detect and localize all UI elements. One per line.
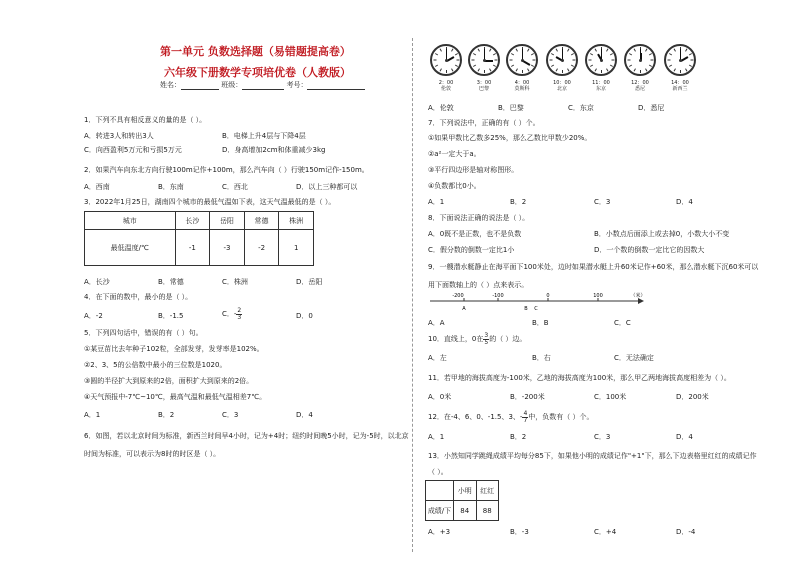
q13-td: 成绩/下 (426, 501, 454, 521)
q7-statement-4: ④负数都比0小。 (428, 182, 481, 190)
q12-option-c: C．3 (594, 433, 611, 441)
clock-tick (612, 60, 615, 61)
clock-time: 11：00 (592, 80, 610, 86)
id-field[interactable] (307, 82, 365, 90)
clock-center (521, 59, 524, 62)
q9-stem-line1: 9．一艘潜水艇静止在海平面下100米处，边时如果潜水艇上升60米记作+60米，那么潜水艇下沉60米可以 (428, 263, 759, 271)
clock-tick (649, 65, 652, 67)
q5-statement-1: ①某豆苗比去年种子102粒，全部发芽，发芽率是102%。 (84, 345, 264, 353)
clock-face (468, 44, 500, 76)
clock-tick (640, 70, 641, 73)
clock-face (585, 44, 617, 76)
clock-tick (571, 65, 574, 67)
clock-tick (606, 48, 608, 51)
clock-time: 14：00 (671, 80, 689, 86)
q5-statement-4: ④天气预报中-7℃~10℃，最高气温和最低气温相差7℃。 (84, 393, 267, 401)
class-field[interactable] (242, 82, 284, 90)
clock-tick (455, 53, 458, 55)
q9-tick-label: 100 (593, 293, 603, 299)
q9-unit: （米） (630, 293, 646, 299)
clock-tick (510, 60, 513, 61)
clock-tick (691, 60, 694, 61)
q2-option-a: A．西南 (84, 183, 110, 191)
clock-time: 3：00 (476, 80, 492, 86)
q9-tick-label: -200 (452, 293, 464, 299)
q12-option-a: A．1 (428, 433, 445, 441)
clock-caption (620, 80, 660, 92)
clock-tick (634, 48, 636, 51)
q3-td: -3 (210, 230, 245, 266)
clock-tick (668, 60, 671, 61)
clock-tick (516, 48, 518, 51)
hour-hand (485, 60, 493, 62)
clock-caption (464, 80, 504, 92)
clock-tick (440, 48, 442, 51)
q1-option-b: B．电梯上升4层与下降4层 (222, 132, 306, 140)
q11-option-d: D．200米 (676, 393, 709, 401)
clock-tick (435, 53, 438, 55)
clock-tick (478, 48, 480, 51)
q1-option-a: A．转进3人和转出3人 (84, 132, 154, 140)
q3-td: -2 (244, 230, 279, 266)
q5-option-a: A．1 (84, 411, 101, 419)
clock-tick (451, 48, 453, 51)
clock-tick (455, 65, 458, 67)
q3-option-a: A．长沙 (84, 278, 110, 286)
clock-tick (595, 48, 597, 51)
q6-option-d: D．悉尼 (638, 104, 665, 112)
q12-fraction: $\frac{4}{7}$ (523, 409, 528, 424)
q7-option-a: A．1 (428, 198, 445, 206)
q3-th: 城市 (85, 212, 176, 230)
clock-city: 新西兰 (672, 86, 688, 92)
clock-tick (685, 68, 687, 71)
clock-tick (434, 60, 437, 61)
clock-center (639, 59, 642, 62)
q5-statement-2: ②2、3、5的公倍数中最小的三位数是1020。 (84, 361, 227, 369)
q5-option-d: D．4 (296, 411, 313, 419)
q2-option-d: D．以上三种都可以 (296, 183, 358, 191)
q7-statement-2: ②a²一定大于a。 (428, 150, 481, 158)
q4-option-d: D．0 (296, 312, 313, 320)
fold-line (412, 38, 413, 552)
clock-center (483, 59, 486, 62)
clock-tick (493, 53, 496, 55)
q2-option-b: B．东南 (158, 183, 184, 191)
q3-th: 常德 (244, 212, 279, 230)
clock-tick (457, 60, 460, 61)
q7-option-d: D．4 (676, 198, 693, 206)
clock-tick (629, 53, 632, 55)
clock-face (430, 44, 462, 76)
q3-th: 岳阳 (210, 212, 245, 230)
clock-time: 2：00 (438, 80, 454, 86)
q10-option-b: B．右 (532, 354, 551, 362)
q4-option-b: B．-1.5 (158, 312, 184, 320)
q1-option-c: C．向西盈利5万元和亏损5万元 (84, 146, 182, 154)
title-grade: 六年级下册数学专项培优卷（人教版） (164, 66, 351, 79)
q11-option-c: C．100米 (594, 393, 627, 401)
clock-tick (571, 53, 574, 55)
q3-th: 长沙 (175, 212, 210, 230)
clock-tick (478, 68, 480, 71)
q11-option-a: A．0米 (428, 393, 452, 401)
clock-caption (426, 80, 466, 92)
clock-tick (649, 53, 652, 55)
q9-point-b: B (524, 306, 528, 312)
q10-fraction: $\frac{3}{5}$ (484, 331, 489, 346)
q10-stem: 10．直线上，0在 $\frac{3}{5}$ 的（ ）边。 (428, 331, 527, 346)
q3-option-c: C．株洲 (222, 278, 248, 286)
clock-city: 伦敦 (440, 86, 451, 92)
clock-tick (551, 53, 554, 55)
clock-tick (669, 53, 672, 55)
clock-tick (610, 65, 613, 67)
clock-center (445, 59, 448, 62)
q3-temperature-table (84, 211, 314, 266)
clock-tick (628, 60, 631, 61)
clock-tick (556, 48, 558, 51)
clock-tick (590, 65, 593, 67)
q3-option-d: D．岳阳 (296, 278, 323, 286)
q7-option-b: B．2 (510, 198, 527, 206)
clock-tick (567, 48, 569, 51)
clock-tick (589, 60, 592, 61)
clock-tick (689, 53, 692, 55)
clock-tick (689, 65, 692, 67)
clock-tick (629, 65, 632, 67)
q2-stem: 2．如果汽车向东北方向行驶100m记作+100m，那么汽车向（ ）行驶150m记作-150m。 (84, 166, 369, 174)
clock-face (624, 44, 656, 76)
q13-score-table (425, 480, 499, 521)
clock-tick (511, 65, 514, 67)
q5-statement-3: ③圆的半径扩大到原来的2倍，面积扩大到原来的2倍。 (84, 377, 254, 385)
clock-tick (435, 65, 438, 67)
clock-tick (451, 68, 453, 71)
clock-center (679, 59, 682, 62)
clock-time: 12：00 (631, 80, 649, 86)
title-unit: 第一单元 负数选择题（易错题提高卷） (160, 45, 351, 58)
clock-tick (651, 60, 654, 61)
q7-statement-1: ①如果甲数比乙数多25%，那么乙数比甲数少20%。 (428, 134, 592, 142)
q3-td: 1 (279, 230, 314, 266)
clock-tick (484, 70, 485, 73)
q6-option-a: A．伦敦 (428, 104, 454, 112)
clock-tick (674, 48, 676, 51)
q8-option-d: D．一个数的倒数一定比它的因数大 (594, 246, 705, 254)
clock-face (546, 44, 578, 76)
clock-time: 4：00 (514, 80, 530, 86)
clock-city: 悉尼 (634, 86, 645, 92)
clock-tick (645, 68, 647, 71)
q6-stem-line2: 时间为标准，可以表示为8时的时区是（ ）。 (84, 450, 221, 458)
q3-th: 株洲 (279, 212, 314, 230)
q6-option-c: C．东京 (568, 104, 594, 112)
q13-option-a: A．+3 (428, 528, 451, 536)
clock-tick (610, 53, 613, 55)
clock-tick (527, 68, 529, 71)
clock-tick (531, 53, 534, 55)
q8-option-c: C．假分数的倒数一定比1小 (428, 246, 515, 254)
q9-number-line (428, 292, 648, 316)
clock-tick (590, 53, 593, 55)
clock-tick (489, 48, 491, 51)
q1-stem: 1．下列不具有相反意义的量的是（ ）。 (84, 116, 207, 124)
q11-option-b: B．-200米 (510, 393, 545, 401)
clock-center (561, 59, 564, 62)
q12-option-b: B．2 (510, 433, 527, 441)
clock-caption (581, 80, 621, 92)
q8-stem: 8．下面说法正确的说法是（ ）。 (428, 214, 530, 222)
clock-caption (660, 80, 700, 92)
clock-tick (645, 48, 647, 51)
q12-option-d: D．4 (676, 433, 693, 441)
q11-stem: 11．若甲地的海拔高度为-100米，乙地的海拔高度为100米，那么甲乙两地海拔高度相差为（ ）。 (428, 374, 731, 382)
q13-th: 红红 (476, 481, 499, 501)
student-info-line: 姓名： 班级： 考号： (160, 81, 365, 90)
clock-center (600, 59, 603, 62)
clock-tick (674, 68, 676, 71)
q1-option-d: D．身高增加2cm和体重减少3kg (222, 146, 326, 154)
q3-td: 最低温度/℃ (85, 230, 176, 266)
q10-option-c: C．无法确定 (614, 354, 654, 362)
q4-stem: 4．在下面的数中，最小的是（ ）。 (84, 293, 193, 301)
q9-point-c: C (534, 306, 538, 312)
clock-face (664, 44, 696, 76)
q13-option-d: D．-4 (676, 528, 696, 536)
clock-tick (473, 53, 476, 55)
q9-option-c: C．C (614, 319, 631, 327)
q9-stem-line2: 用下面数轴上的（ ）点来表示。 (428, 281, 529, 289)
clock-tick (669, 65, 672, 67)
q2-option-c: C．西北 (222, 183, 248, 191)
clock-tick (634, 68, 636, 71)
clock-tick (489, 68, 491, 71)
q5-option-c: C．3 (222, 411, 239, 419)
clock-tick (473, 65, 476, 67)
clock-tick (551, 65, 554, 67)
q3-option-b: B．常德 (158, 278, 184, 286)
q5-stem: 5．下列四句话中，错误的有（ ）句。 (84, 329, 203, 337)
q4-option-a: A．-2 (84, 312, 103, 320)
clock-tick (527, 48, 529, 51)
q8-option-a: A．0既不是正数，也不是负数 (428, 230, 522, 238)
clock-tick (680, 70, 681, 73)
clock-tick (567, 68, 569, 71)
q9-option-b: B．B (532, 319, 549, 327)
clock-tick (685, 48, 687, 51)
q6-stem-line1: 6．如图，若以北京时间为标准，新西兰时间早4小时，记为+4时；纽约时间晚5小时，记为-5时，以北京 (84, 432, 409, 440)
clock-face (506, 44, 538, 76)
clock-tick (511, 53, 514, 55)
q13-option-c: C．+4 (594, 528, 617, 536)
clock-tick (516, 68, 518, 71)
clock-tick (595, 68, 597, 71)
clock-time: 10：00 (553, 80, 571, 86)
clock-tick (440, 68, 442, 71)
q13-td: 88 (476, 501, 499, 521)
q13-stem-line1: 13．小然知同学跳绳成绩平均每分85下，如果他小明的成绩记作"+1"下，那么下边表格里红红的成绩记作 (428, 452, 757, 460)
clock-city: 东京 (595, 86, 606, 92)
clock-tick (556, 68, 558, 71)
q9-option-a: A．A (428, 319, 445, 327)
clock-city: 北京 (556, 86, 567, 92)
clock-tick (562, 70, 563, 73)
q7-stem: 7．下列说法中，正确的有（ ）个。 (428, 119, 540, 127)
q13-option-b: B．-3 (510, 528, 529, 536)
q13-th (426, 481, 454, 501)
clock-tick (495, 60, 498, 61)
q13-td: 84 (454, 501, 477, 521)
clock-caption (502, 80, 542, 92)
clock-city: 莫斯科 (514, 86, 530, 92)
q4-option-c: C．- $\frac{2}{3}$ (222, 306, 242, 321)
clock-caption (542, 80, 582, 92)
clock-tick (606, 68, 608, 71)
q5-option-b: B．2 (158, 411, 175, 419)
name-field[interactable] (181, 82, 219, 90)
clock-tick (533, 60, 536, 61)
q9-point-a: A (462, 306, 466, 312)
clock-tick (573, 60, 576, 61)
q6-option-b: B．巴黎 (498, 104, 524, 112)
q8-option-b: B．小数点后面添上或去掉0，小数大小不变 (594, 230, 730, 238)
q12-stem: 12．在-4、6、0、-1.5、3、- $\frac{4}{7}$ 中，负数有（ ）个。 (428, 409, 594, 424)
q9-tick-label: -100 (492, 293, 504, 299)
clock-tick (522, 70, 523, 73)
q7-statement-3: ③平行四边形是轴对称图形。 (428, 166, 519, 174)
q13-stem-line2: （ ）。 (428, 468, 448, 476)
q3-stem: 3．2022年1月25日，湖南四个城市的最低气温如下表，这天气温最低的是（ ）。 (84, 198, 336, 206)
clock-tick (493, 65, 496, 67)
q3-td: -1 (175, 230, 210, 266)
q9-tick-label: 0 (546, 293, 550, 299)
clock-tick (601, 70, 602, 73)
q10-option-a: A．左 (428, 354, 447, 362)
clock-tick (550, 60, 553, 61)
clock-tick (472, 60, 475, 61)
clock-city: 巴黎 (478, 86, 489, 92)
q13-th: 小明 (454, 481, 477, 501)
clock-tick (446, 70, 447, 73)
clock-tick (531, 65, 534, 67)
q4-fraction: $\frac{2}{3}$ (237, 306, 242, 321)
q7-option-c: C．3 (594, 198, 611, 206)
